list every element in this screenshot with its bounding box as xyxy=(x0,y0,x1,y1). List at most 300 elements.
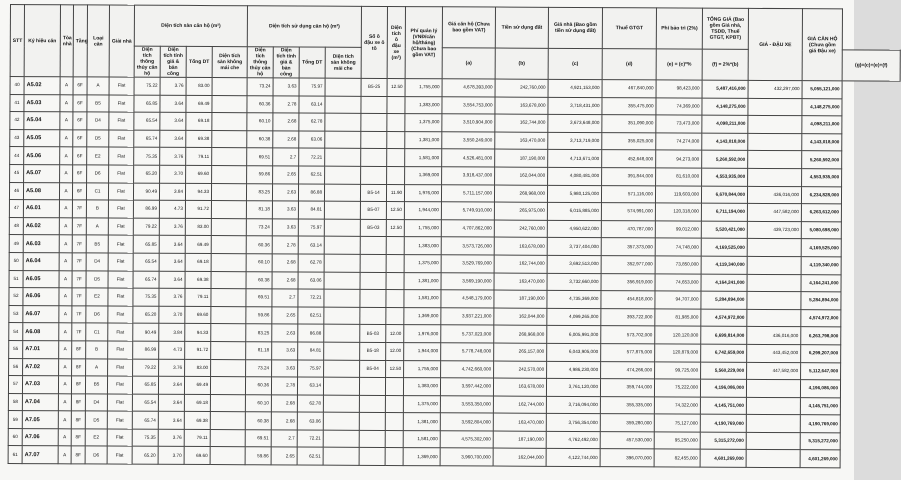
cell-b1: 69.51 xyxy=(247,148,273,166)
cell-giach: 4,169,525,000 xyxy=(801,239,841,257)
cell-empty xyxy=(324,184,360,202)
cell-giach: 4,145,751,000 xyxy=(800,397,840,415)
header-price: Giá căn hộ (Chưa bao gồm VAT) xyxy=(442,7,495,48)
cell-vat: 355,475,000 xyxy=(602,97,656,115)
cell-gianha: 6,015,885,000 xyxy=(547,202,601,220)
cell-xe xyxy=(360,289,386,307)
cell-tang: 7F xyxy=(72,200,86,218)
cell-giai: Flat xyxy=(108,306,133,324)
cell-b1: 81.18 xyxy=(246,342,272,360)
cell-b1: 60.36 xyxy=(245,377,271,395)
cell-xe xyxy=(359,395,385,413)
cell-datxe xyxy=(748,151,802,169)
cell-gia: 3,937,221,000 xyxy=(441,307,494,325)
cell-empty xyxy=(323,377,359,395)
cell-b3: 72.21 xyxy=(299,148,325,166)
cell-gia: 3,510,904,000 xyxy=(442,114,495,132)
cell-bt: 74,653,000 xyxy=(655,273,701,291)
cell-stt: 41 xyxy=(10,94,24,112)
cell-stt: 48 xyxy=(9,217,23,235)
cell-empty xyxy=(212,166,247,184)
cell-gia: 4,575,302,000 xyxy=(440,431,493,449)
cell-a1: 65.85 xyxy=(133,235,159,253)
cell-b2: 2.7 xyxy=(273,148,299,166)
cell-code: A5.08 xyxy=(23,182,59,200)
cell-code: A6.06 xyxy=(23,288,59,306)
cell-b2: 2.78 xyxy=(273,95,299,113)
cell-a3: 83.00 xyxy=(185,359,211,377)
cell-datxe xyxy=(746,432,800,450)
cell-tang: 7F xyxy=(72,235,86,253)
cell-tong: 6,742,659,000 xyxy=(701,344,747,362)
cell-a3: 69.49 xyxy=(185,236,211,254)
cell-empty xyxy=(324,289,360,307)
subheader: Diện tích thông thủy căn hộ xyxy=(247,47,273,78)
cell-giai: Flat xyxy=(108,218,133,236)
cell-vat: 571,116,000 xyxy=(602,185,656,203)
cell-b1: 60.38 xyxy=(245,412,271,430)
cell-stt: 58 xyxy=(8,393,22,411)
cell-stt: 40 xyxy=(10,77,24,95)
cell-giai: Flat xyxy=(108,271,133,289)
header-parking-no: Số ô đậu xe ô tô xyxy=(361,6,387,78)
cell-tong: 6,699,814,000 xyxy=(701,326,747,344)
cell-tsdd: 187,190,000 xyxy=(494,290,547,308)
cell-phi: 1,755,000 xyxy=(404,360,441,378)
cell-tang: 6F xyxy=(73,94,87,112)
cell-code: A5.07 xyxy=(24,165,60,183)
cell-bt: 119,603,000 xyxy=(656,185,702,203)
cell-empty xyxy=(212,78,247,96)
cell-bt: 94,707,000 xyxy=(655,291,701,309)
cell-phi: 1,375,000 xyxy=(403,395,440,413)
cell-a3: 69.49 xyxy=(184,377,210,395)
subheader: (e) = (c)*% xyxy=(656,49,702,80)
cell-datxe: 436,016,000 xyxy=(748,186,802,204)
cell-a3: 69.38 xyxy=(186,130,212,148)
cell-tsdd: 268,968,000 xyxy=(494,325,547,343)
cell-xe: B5-07 xyxy=(360,201,386,219)
cell-a1: 75.35 xyxy=(133,288,159,306)
cell-giach: 5,055,121,000 xyxy=(802,81,842,99)
cell-giai: Flat xyxy=(109,147,134,165)
price-table xyxy=(8,4,901,469)
cell-a1: 79.22 xyxy=(133,359,159,377)
cell-tsdd: 268,968,000 xyxy=(495,185,548,203)
cell-gia: 3,918,437,000 xyxy=(442,167,495,185)
cell-phi: 1,581,000 xyxy=(404,290,441,308)
cell-dtxe xyxy=(386,237,404,255)
cell-bt: 98,423,000 xyxy=(656,80,702,98)
cell-phi: 1,383,000 xyxy=(404,237,441,255)
cell-bt: 74,322,000 xyxy=(654,397,700,415)
cell-b1: 83.25 xyxy=(246,324,272,342)
cell-a1: 65.20 xyxy=(133,306,159,324)
cell-empty xyxy=(325,96,361,114)
cell-toa: A xyxy=(59,200,72,218)
cell-gia: 4,548,179,000 xyxy=(441,290,494,308)
cell-a2: 3.64 xyxy=(160,112,186,130)
cell-xe: B5-03 xyxy=(360,219,386,237)
cell-code: A6.07 xyxy=(23,305,59,323)
cell-a1: 90.49 xyxy=(133,323,159,341)
cell-xe xyxy=(361,149,387,167)
cell-code: A5.04 xyxy=(24,112,60,130)
cell-xe: B5-03 xyxy=(360,325,386,343)
cell-tsdd: 265,157,000 xyxy=(494,343,547,361)
header-maint: Phí bảo trì (2%) xyxy=(656,8,702,49)
cell-datxe xyxy=(747,256,801,274)
cell-a1: 65.54 xyxy=(132,394,158,412)
cell-toa: A xyxy=(59,341,72,359)
cell-empty xyxy=(325,166,361,184)
cell-b2: 2.68 xyxy=(271,412,297,430)
cell-vat: 577,875,000 xyxy=(601,344,655,362)
cell-bt: 75,222,000 xyxy=(655,379,701,397)
cell-vat: 355,025,000 xyxy=(602,132,656,150)
cell-dtxe xyxy=(385,413,403,431)
cell-code: A7.04 xyxy=(22,393,58,411)
cell-datxe: 436,016,000 xyxy=(747,327,801,345)
header-stt: STT xyxy=(10,5,24,77)
header-mgmt-fee: Phí quản lý (VNĐ/căn hộ/tháng) (Chưa bao gồm VAT) xyxy=(405,7,442,79)
cell-giach: 4,119,340,000 xyxy=(801,257,841,275)
cell-stt: 50 xyxy=(9,252,23,270)
cell-giach: 6,299,207,000 xyxy=(801,345,841,363)
cell-a3: 79.11 xyxy=(186,148,212,166)
cell-stt: 49 xyxy=(9,235,23,253)
cell-a1: 75.22 xyxy=(134,77,160,95)
cell-tang: 7F xyxy=(72,306,86,324)
cell-b1: 73.24 xyxy=(247,78,273,96)
cell-xe xyxy=(360,307,386,325)
cell-xe xyxy=(360,272,386,290)
cell-tong: 4,601,269,000 xyxy=(700,450,746,468)
cell-b2: 2.68 xyxy=(272,254,298,272)
cell-a1: 65.20 xyxy=(132,447,158,465)
cell-phi: 1,755,000 xyxy=(404,219,441,237)
cell-tong: 6,670,844,000 xyxy=(702,186,748,204)
cell-toa: A xyxy=(60,147,73,165)
cell-b3: 84.81 xyxy=(298,201,324,219)
cell-tang: 6F xyxy=(73,130,87,148)
cell-a3: 69.18 xyxy=(185,253,211,271)
cell-a3: 91.72 xyxy=(185,341,211,359)
cell-b2: 2.68 xyxy=(271,395,297,413)
cell-loai: E2 xyxy=(87,147,109,165)
cell-tang: 6F xyxy=(72,182,86,200)
cell-vat: 454,818,000 xyxy=(601,291,655,309)
cell-gianha: 4,099,265,000 xyxy=(547,308,601,326)
cell-empty xyxy=(211,201,246,219)
cell-tang: 6F xyxy=(73,165,87,183)
cell-bt: 99,725,000 xyxy=(655,361,701,379)
cell-tong: 4,145,751,000 xyxy=(700,397,746,415)
cell-bt: 74,274,000 xyxy=(656,133,702,151)
cell-toa: A xyxy=(59,323,72,341)
cell-tsdd: 163,470,000 xyxy=(494,273,547,291)
cell-toa: A xyxy=(59,218,72,236)
cell-giai: Flat xyxy=(109,77,134,95)
cell-tong: 5,560,229,000 xyxy=(701,362,747,380)
cell-a2: 3.76 xyxy=(160,148,186,166)
cell-code: A7.06 xyxy=(22,428,58,446)
cell-tsdd: 242,760,000 xyxy=(494,220,547,238)
cell-dtxe xyxy=(386,378,404,396)
cell-bt: 81,985,000 xyxy=(655,309,701,327)
cell-a2: 3.76 xyxy=(158,429,184,447)
cell-tang: 6F xyxy=(73,147,87,165)
cell-dtxe xyxy=(386,254,404,272)
cell-gia: 4,742,660,000 xyxy=(441,360,494,378)
cell-vat: 356,919,000 xyxy=(601,273,655,291)
cell-loai: B xyxy=(86,341,108,359)
cell-tong: 4,553,935,000 xyxy=(702,168,748,186)
cell-b1: 60.10 xyxy=(246,254,272,272)
cell-a1: 90.49 xyxy=(133,183,159,201)
cell-tang: 8F xyxy=(72,341,86,359)
cell-stt: 59 xyxy=(8,411,22,429)
cell-loai: D6 xyxy=(86,306,108,324)
cell-toa: A xyxy=(59,270,72,288)
cell-bt: 73,850,000 xyxy=(655,256,701,274)
cell-tsdd: 162,744,000 xyxy=(494,255,547,273)
cell-phi: 1,944,000 xyxy=(404,202,441,220)
table-body xyxy=(8,77,900,469)
cell-phi: 1,369,000 xyxy=(403,448,440,466)
cell-giai: Flat xyxy=(108,183,133,201)
cell-tong: 5,315,272,000 xyxy=(700,432,746,450)
cell-a3: 91.72 xyxy=(185,201,211,219)
cell-datxe xyxy=(747,239,801,257)
cell-stt: 51 xyxy=(9,270,23,288)
cell-giach: 6,263,798,000 xyxy=(801,327,841,345)
cell-a1: 75.35 xyxy=(134,148,160,166)
cell-toa: A xyxy=(59,182,72,200)
cell-giai: Flat xyxy=(109,130,134,148)
cell-gia: 3,553,350,000 xyxy=(440,395,493,413)
cell-tsdd: 163,678,000 xyxy=(494,237,547,255)
header-area-floor: Diện tích sàn căn hộ (m²) xyxy=(134,5,247,47)
cell-code: A6.08 xyxy=(23,323,59,341)
cell-tang: 7F xyxy=(72,218,86,236)
cell-a1: 86.99 xyxy=(133,200,159,218)
cell-stt: 55 xyxy=(9,340,23,358)
cell-gianha: 4,713,671,000 xyxy=(548,150,602,168)
cell-a2: 4.73 xyxy=(159,341,185,359)
cell-dtxe: 11.90 xyxy=(387,184,405,202)
cell-xe xyxy=(359,430,385,448)
cell-a3: 79.11 xyxy=(184,429,210,447)
cell-xe: B5-14 xyxy=(361,184,387,202)
cell-b3: 86.88 xyxy=(298,184,324,202)
cell-gia: 3,960,700,000 xyxy=(440,448,493,466)
subheader: (d) xyxy=(602,49,656,80)
cell-b1: 73.24 xyxy=(246,218,272,236)
cell-giach: 4,574,972,000 xyxy=(801,309,841,327)
cell-bt: 73,473,000 xyxy=(656,115,702,133)
header-loai: Loại căn xyxy=(87,5,109,77)
cell-empty xyxy=(211,324,246,342)
cell-b3: 84.81 xyxy=(298,342,324,360)
cell-dtxe: 12.00 xyxy=(386,325,404,343)
cell-a3: 83.00 xyxy=(185,218,211,236)
cell-dtxe: 12.50 xyxy=(386,360,404,378)
cell-a3: 69.18 xyxy=(186,113,212,131)
cell-a2: 3.64 xyxy=(158,412,184,430)
cell-a3: 79.11 xyxy=(185,289,211,307)
cell-tsdd: 187,190,000 xyxy=(493,431,546,449)
cell-tang: 8F xyxy=(71,394,85,412)
header-parking-area: Diện tích ô đậu xe (m²) xyxy=(387,6,405,78)
cell-loai: B5 xyxy=(86,235,108,253)
cell-dtxe: 12.50 xyxy=(386,202,404,220)
cell-toa: A xyxy=(58,376,71,394)
cell-code: A5.06 xyxy=(24,147,60,165)
cell-giai: Flat xyxy=(107,394,132,412)
cell-vat: 457,530,000 xyxy=(600,431,654,449)
cell-b3: 63.06 xyxy=(297,412,323,430)
cell-loai: B xyxy=(86,200,108,218)
cell-tang: 8F xyxy=(71,429,85,447)
cell-gia: 3,592,804,000 xyxy=(440,413,493,431)
cell-gianha: 3,761,120,000 xyxy=(547,378,601,396)
cell-b2: 2.68 xyxy=(272,271,298,289)
cell-loai: B5 xyxy=(85,376,107,394)
cell-loai: D5 xyxy=(87,130,109,148)
cell-tsdd: 163,678,000 xyxy=(494,378,547,396)
cell-loai: A xyxy=(86,218,108,236)
cell-a1: 65.20 xyxy=(134,165,160,183)
cell-empty xyxy=(324,236,360,254)
cell-gia: 5,778,748,000 xyxy=(441,343,494,361)
cell-loai: C1 xyxy=(86,323,108,341)
cell-datxe: 447,582,000 xyxy=(747,362,801,380)
cell-tsdd: 163,470,000 xyxy=(495,132,548,150)
cell-tong: 5,260,592,000 xyxy=(702,150,748,168)
cell-bt: 81,610,000 xyxy=(656,168,702,186)
cell-gia: 5,749,910,000 xyxy=(441,202,494,220)
cell-a3: 69.49 xyxy=(186,95,212,113)
cell-b3: 75.97 xyxy=(298,360,324,378)
cell-dtxe xyxy=(385,430,403,448)
cell-toa: A xyxy=(59,358,72,376)
cell-gianha: 3,732,660,000 xyxy=(547,273,601,291)
cell-code: A6.04 xyxy=(23,253,59,271)
cell-b2: 3.63 xyxy=(272,201,298,219)
cell-empty xyxy=(212,148,247,166)
cell-tsdd: 162,044,000 xyxy=(494,308,547,326)
cell-gianha: 4,080,481,000 xyxy=(548,167,602,185)
cell-toa: A xyxy=(59,305,72,323)
cell-b2: 2.63 xyxy=(272,183,298,201)
cell-stt: 44 xyxy=(10,147,24,165)
cell-vat: 359,744,000 xyxy=(601,379,655,397)
cell-tong: 5,520,421,000 xyxy=(701,221,747,239)
cell-giach: 6,234,828,000 xyxy=(802,186,842,204)
cell-loai: A xyxy=(86,358,108,376)
subheader: (b) xyxy=(495,48,548,79)
cell-a3: 69.38 xyxy=(185,271,211,289)
cell-tang: 7F xyxy=(72,270,86,288)
cell-gianha: 3,716,094,000 xyxy=(546,396,600,414)
cell-loai: E2 xyxy=(86,288,108,306)
cell-vat: 452,648,000 xyxy=(602,150,656,168)
cell-tang: 8F xyxy=(71,411,85,429)
cell-a3: 94.33 xyxy=(185,183,211,201)
cell-loai: B5 xyxy=(87,94,109,112)
cell-tang: 7F xyxy=(72,253,86,271)
cell-empty xyxy=(324,307,360,325)
cell-b2: 2.78 xyxy=(272,236,298,254)
cell-b3: 72.21 xyxy=(298,289,324,307)
cell-gia: 3,529,769,000 xyxy=(441,255,494,273)
cell-toa: A xyxy=(58,393,71,411)
cell-code: A6.03 xyxy=(23,235,59,253)
cell-vat: 357,373,000 xyxy=(601,238,655,256)
cell-datxe xyxy=(746,450,800,468)
cell-b1: 60.38 xyxy=(247,131,273,149)
cell-b3: 75.97 xyxy=(298,219,324,237)
cell-a3: 69.60 xyxy=(184,447,210,465)
cell-datxe: 432,297,000 xyxy=(748,80,802,98)
cell-dtxe xyxy=(386,272,404,290)
cell-tang: 7F xyxy=(72,323,86,341)
cell-b1: 73.24 xyxy=(246,359,272,377)
cell-tsdd: 163,470,000 xyxy=(493,413,546,431)
cell-giach: 5,080,698,000 xyxy=(801,221,841,239)
cell-datxe xyxy=(747,274,801,292)
cell-dtxe xyxy=(387,131,405,149)
cell-bt: 82,455,000 xyxy=(654,449,700,467)
cell-empty xyxy=(211,341,246,359)
cell-empty xyxy=(210,394,245,412)
cell-empty xyxy=(325,78,361,96)
cell-a3: 69.38 xyxy=(184,412,210,430)
cell-loai: D5 xyxy=(85,411,107,429)
cell-tong: 4,119,340,000 xyxy=(701,256,747,274)
cell-giach: 4,553,935,000 xyxy=(802,169,842,187)
cell-stt: 57 xyxy=(8,376,22,394)
cell-gianha: 3,756,354,000 xyxy=(546,414,600,432)
cell-toa: A xyxy=(59,253,72,271)
cell-a2: 3.70 xyxy=(160,165,186,183)
cell-vat: 351,090,000 xyxy=(602,115,656,133)
cell-giai: Flat xyxy=(108,253,133,271)
cell-b1: 69.51 xyxy=(245,430,271,448)
cell-gia: 3,554,753,000 xyxy=(442,96,495,114)
cell-a1: 75.35 xyxy=(132,429,158,447)
cell-a1: 79.22 xyxy=(133,218,159,236)
header-apartment-price: GIÁ CĂN HỘ (Chưa gồm giá Đậu xe) xyxy=(802,9,842,81)
cell-tong: 4,148,275,000 xyxy=(702,98,748,116)
cell-empty xyxy=(324,219,360,237)
cell-a1: 65.54 xyxy=(134,112,160,130)
cell-phi: 1,369,000 xyxy=(405,167,442,185)
cell-giai: Flat xyxy=(109,165,134,183)
cell-giach: 5,112,647,000 xyxy=(801,362,841,380)
cell-phi: 1,383,000 xyxy=(405,96,442,114)
cell-giai: Flat xyxy=(108,341,133,359)
subheader: (f) = 2%*(b) xyxy=(702,49,748,80)
cell-vat: 396,070,000 xyxy=(600,449,654,467)
cell-phi: 1,581,000 xyxy=(405,149,442,167)
cell-tang: 8F xyxy=(71,446,85,464)
cell-gia: 3,550,249,000 xyxy=(442,132,495,150)
cell-tang: 8F xyxy=(72,358,86,376)
cell-gianha: 4,762,492,000 xyxy=(546,431,600,449)
cell-datxe xyxy=(746,415,800,433)
